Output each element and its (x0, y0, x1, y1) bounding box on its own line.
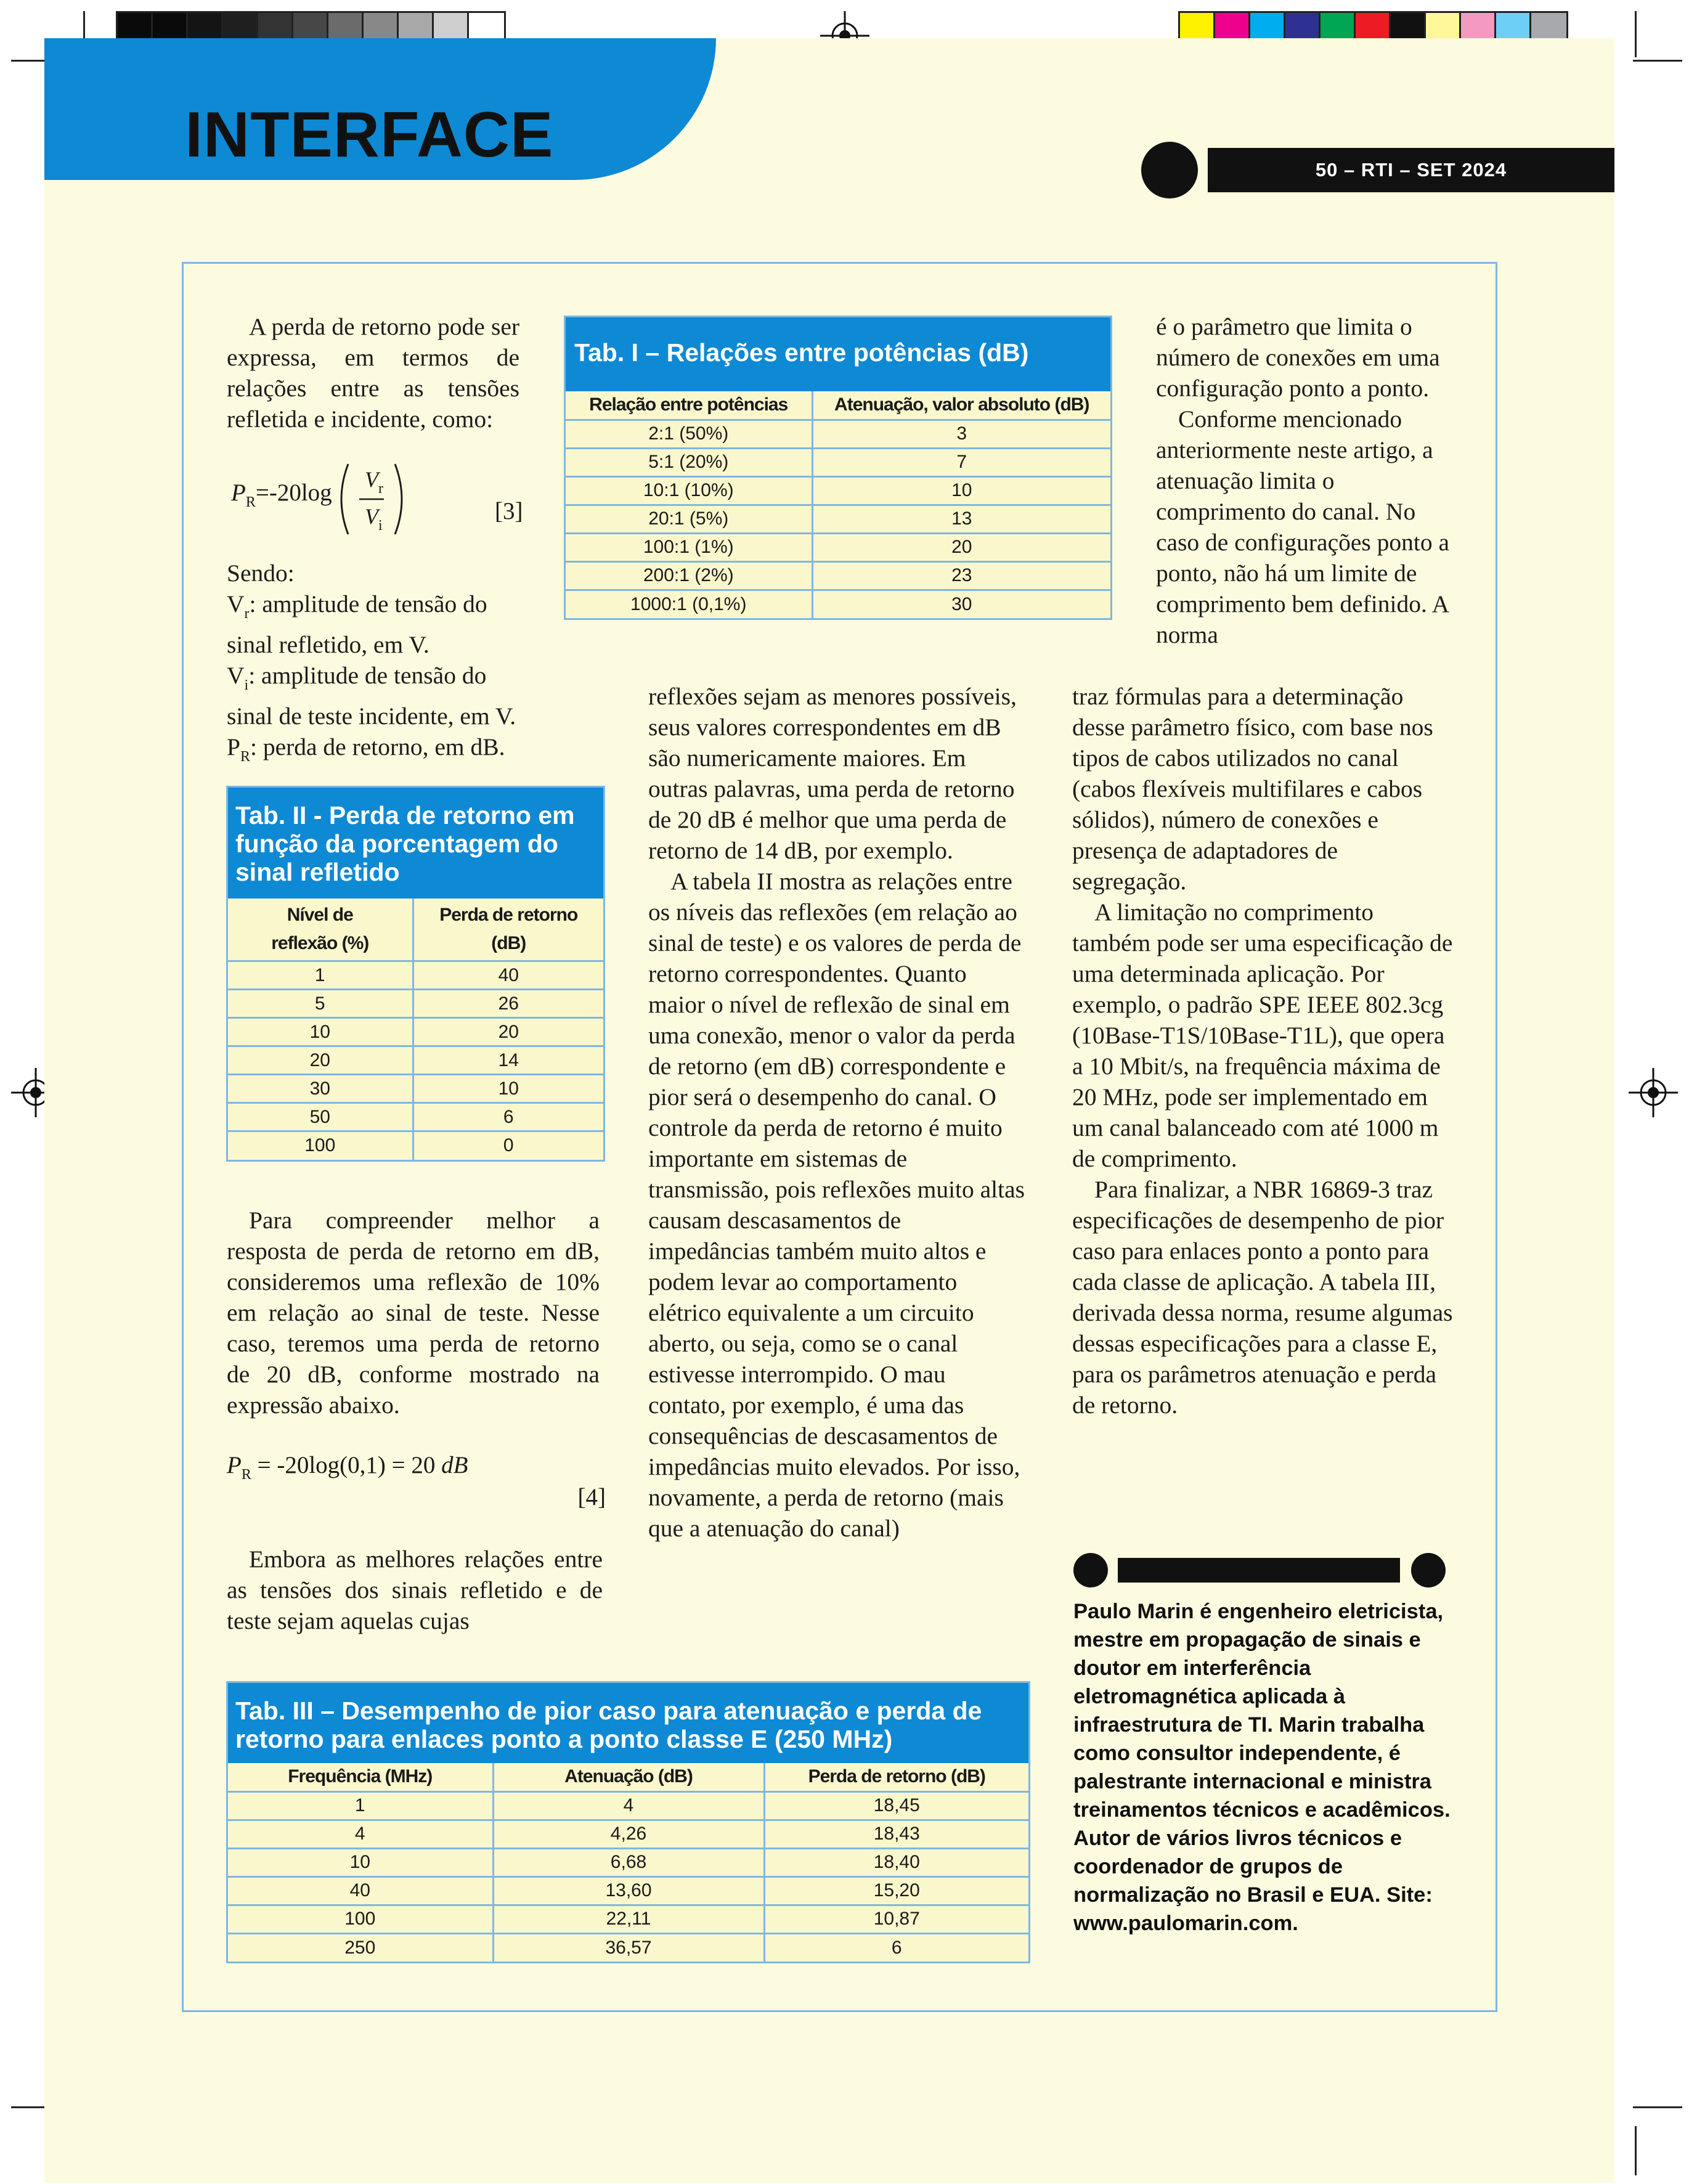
table-cell: 23 (812, 561, 1110, 590)
table-cell: 100 (228, 1905, 493, 1933)
table-cell: 18,43 (764, 1820, 1028, 1848)
table-cell: 18,40 (764, 1848, 1028, 1876)
eq3-lhs-sub: R (245, 494, 256, 510)
bio-bar (1118, 1558, 1400, 1583)
table-3-grid (228, 1763, 1028, 1962)
eq3-lhs: P (231, 479, 246, 506)
table-row (228, 1075, 603, 1103)
eq4-lhs: P (227, 1452, 242, 1478)
bio-dot-left (1073, 1553, 1108, 1587)
table-cell: 10,87 (764, 1905, 1028, 1933)
table-cell: 250 (228, 1933, 493, 1962)
paragraph: traz fórmulas para a determinação desse parâmetro físico, com base nos tipos de cabos utilizados no canal (cabos flexíveis multifilares e cabos sólidos), número de conexões e presença de adaptadores de segregação. (1072, 683, 1433, 895)
paragraph: é o parâmetro que limita o número de conexões em uma configuração ponto a ponto. (1156, 313, 1440, 402)
author-bio: Paulo Marin é engenheiro eletricista, mestre em propagação de sinais e doutor em interferência eletromagnética aplicada à infraestrutura de TI. Marin trabalha como consultor independente, é palestrante internacional e ministra treinamentos técnicos e acadêmicos. Autor de vários livros técnicos e coordenador de grupos de normalização no Brasil e EUA. Site: www.paulomarin.com. (1073, 1600, 1451, 1935)
table-cell: 20 (228, 1046, 413, 1075)
paragraph: reflexões sejam as menores possíveis, seus valores correspondentes em dB são numericamente maiores. Em outras palavras, uma perda de retorno de 20 dB é melhor que uma perda de retorno de 14 dB, por exemplo. (648, 683, 1017, 864)
page-folio: 50 – RTI – SET 2024 (1208, 148, 1614, 192)
eq3-label: [3] (495, 498, 523, 524)
table-cell: 10 (228, 1018, 413, 1046)
table-row (228, 1131, 603, 1160)
registration-mark-right-icon (1629, 1068, 1678, 1117)
table-row (566, 561, 1110, 590)
table-row (228, 1018, 603, 1046)
table-row (228, 1103, 603, 1131)
table-row (566, 590, 1110, 618)
bio-separator (1073, 1553, 1443, 1587)
table-cell: 10:1 (10%) (566, 476, 812, 505)
table-cell: 18,45 (764, 1791, 1028, 1820)
table-cell: 13,60 (493, 1876, 764, 1905)
table-3-header: Perda de retorno (dB) (764, 1763, 1028, 1791)
table-1-header: Atenuação, valor absoluto (dB) (812, 391, 1110, 420)
col1-para2 (227, 1205, 600, 1420)
table-cell: 13 (812, 505, 1110, 533)
table-cell: 10 (413, 1075, 603, 1103)
table-cell: 6 (413, 1103, 603, 1131)
bio-dot-right (1411, 1553, 1446, 1587)
paragraph: Para finalizar, a NBR 16869-3 traz especificações de desempenho de pior caso para enlaces ponto a ponto para cada classe de aplicação. A tabela III, derivada dessa norma, resume algumas dessas especificações para a classe E, para os parâmetros atenuação e perda de retorno. (1072, 1176, 1453, 1419)
table-cell: 0 (413, 1131, 603, 1160)
equation-4 (227, 1451, 606, 1519)
col2-text (648, 681, 1027, 1544)
table-cell: 3 (812, 420, 1110, 448)
table-cell: 30 (228, 1075, 413, 1103)
table-2-grid (228, 898, 603, 1160)
table-row (228, 990, 603, 1018)
eq4-label: [4] (577, 1484, 606, 1510)
table-cell: 100:1 (1%) (566, 533, 812, 561)
table-cell: 10 (228, 1848, 493, 1876)
sendo-label: Sendo: (227, 560, 295, 587)
table-3-title: Tab. III – Desempenho de pior caso para atenuação e perda de retorno para enlaces ponto a ponto classe E (250 MHz) (228, 1683, 1028, 1763)
table-cell: 22,11 (493, 1905, 764, 1933)
table-cell: 4,26 (493, 1820, 764, 1848)
col3-bottom (1072, 681, 1454, 1420)
table-cell: 6 (764, 1933, 1028, 1962)
table-cell: 5:1 (20%) (566, 448, 812, 476)
paragraph: Conforme mencionado anteriormente neste artigo, a atenuação limita o comprimento do canal. No caso de configurações ponto a ponto, não há um limite de comprimento bem definido. A norma (1156, 405, 1450, 648)
table-cell: 1000:1 (0,1%) (566, 590, 812, 618)
folio-dot (1141, 142, 1198, 198)
table-row (566, 533, 1110, 561)
table-3 (226, 1681, 1030, 1963)
col1-intro (227, 311, 519, 434)
table-cell: 20 (812, 533, 1110, 561)
table-cell: 20:1 (5%) (566, 505, 812, 533)
table-row (228, 1046, 603, 1075)
section-title: INTERFACE (185, 99, 554, 171)
table-1-title: Tab. I – Relações entre potências (dB) (566, 317, 1110, 391)
table-cell: 50 (228, 1103, 413, 1131)
table-cell: 5 (228, 990, 413, 1018)
table-cell: 7 (812, 448, 1110, 476)
table-row (228, 1791, 1028, 1820)
table-cell: 2:1 (50%) (566, 420, 812, 448)
table-row (228, 1933, 1028, 1962)
table-row (228, 961, 603, 990)
table-cell: 26 (413, 990, 603, 1018)
table-cell: 40 (228, 1876, 493, 1905)
definition-vi: $V_i$: amplitude de tensão do sinal de teste incidente, em V. (227, 662, 516, 730)
table-2 (226, 786, 605, 1162)
table-cell: 1 (228, 1791, 493, 1820)
table-2-header: Nível de reflexão (%) (271, 905, 369, 953)
crop-mark-tr-h (1633, 60, 1682, 62)
paragraph: Para compreender melhor a resposta de perda de retorno em dB, consideremos uma reflexão de 10% em relação ao sinal de teste. Nesse caso, teremos uma perda de retorno de 20 dB, conforme mostrado na expressão abaixo. (227, 1207, 600, 1419)
table-row (566, 420, 1110, 448)
table-row (228, 1820, 1028, 1848)
eq3-numerator: V (365, 467, 378, 492)
table-cell: 30 (812, 590, 1110, 618)
table-cell: 200:1 (2%) (566, 561, 812, 590)
definition-pr: $P_R$: perda de retorno, em dB. (227, 733, 505, 765)
eq4-lhs-sub: R (241, 1467, 251, 1483)
table-cell: 10 (812, 476, 1110, 505)
table-row (228, 1848, 1028, 1876)
table-cell: 1 (228, 961, 413, 990)
paragraph: A perda de retorno pode ser expressa, em termos de relações entre as tensões refletida e incidente, como: (227, 313, 519, 433)
table-2-header: Perda de retorno (dB) (413, 898, 603, 961)
table-1-grid (566, 391, 1110, 618)
paragraph: A limitação no comprimento também pode ser uma especificação de uma determinada aplicação. Por exemplo, o padrão SPE IEEE 802.3cg (10Base-T1S/10Base-T1L), que opera a 10 Mbit/s, na frequência máxima de 20 MHz, pode ser implementado em um canal balanceado com até 1000 m de comprimento. (1072, 898, 1453, 1172)
table-row (228, 1905, 1028, 1933)
col3-top (1156, 311, 1458, 650)
table-cell: 100 (228, 1131, 413, 1160)
crop-mark-br-v (1635, 2126, 1637, 2175)
table-1 (564, 316, 1112, 620)
table-cell: 20 (413, 1018, 603, 1046)
table-cell: 6,68 (493, 1848, 764, 1876)
table-row (566, 448, 1110, 476)
paragraph: Embora as melhores relações entre as tensões dos sinais refletido e de teste sejam aquelas cujas (227, 1546, 603, 1634)
crop-mark-tr-v (1635, 11, 1637, 57)
table-row (566, 476, 1110, 505)
table-1-header: Relação entre potências (589, 394, 788, 415)
eq4-unit: dB (441, 1452, 468, 1478)
table-cell: 4 (493, 1791, 764, 1820)
col1-definitions (227, 558, 523, 772)
table-cell: 40 (413, 961, 603, 990)
table-row (566, 505, 1110, 533)
table-2-title: Tab. II - Perda de retorno em função da porcentagem do sinal refletido (228, 788, 603, 898)
eq3-den-sub: i (378, 518, 383, 534)
table-cell: 4 (228, 1820, 493, 1848)
eq4-rhs: = -20log(0,1) = 20 (251, 1452, 442, 1478)
eq3-num-sub: r (378, 481, 383, 497)
equation-3 (231, 459, 527, 539)
table-cell: 15,20 (764, 1876, 1028, 1905)
col1-para3 (227, 1544, 603, 1636)
table-3-header: Frequência (MHz) (288, 1766, 433, 1787)
eq3-denominator: V (365, 504, 378, 529)
crop-mark-br-h (1633, 2106, 1682, 2108)
table-3-header: Atenuação (dB) (493, 1763, 764, 1791)
table-cell: 36,57 (493, 1933, 764, 1962)
table-cell: 14 (413, 1046, 603, 1075)
table-row (228, 1876, 1028, 1905)
paragraph: A tabela II mostra as relações entre os níveis das reflexões (em relação ao sinal de teste) e os valores de perda de retorno correspondentes. Quanto maior o nível de reflexão de sinal em uma conexão, menor o valor da perda de retorno (em dB) correspondente e pior será o desempenho do canal. O controle da perda de retorno é muito importante em sistemas de transmissão, pois reflexões muito altas causam descasamentos de impedâncias também muito altos e podem levar ao comportamento elétrico equivalente a um circuito aberto, ou seja, como se o canal estivesse interrompido. O mau contato, por exemplo, é uma das consequências de descasamentos de impedâncias muito elevados. Por isso, novamente, a perda de retorno (mais que a atenuação do canal) (648, 868, 1025, 1542)
definition-vr: $V_r$: amplitude de tensão do sinal refletido, em V. (227, 590, 487, 658)
eq3-rhs: =-20log (255, 479, 332, 506)
